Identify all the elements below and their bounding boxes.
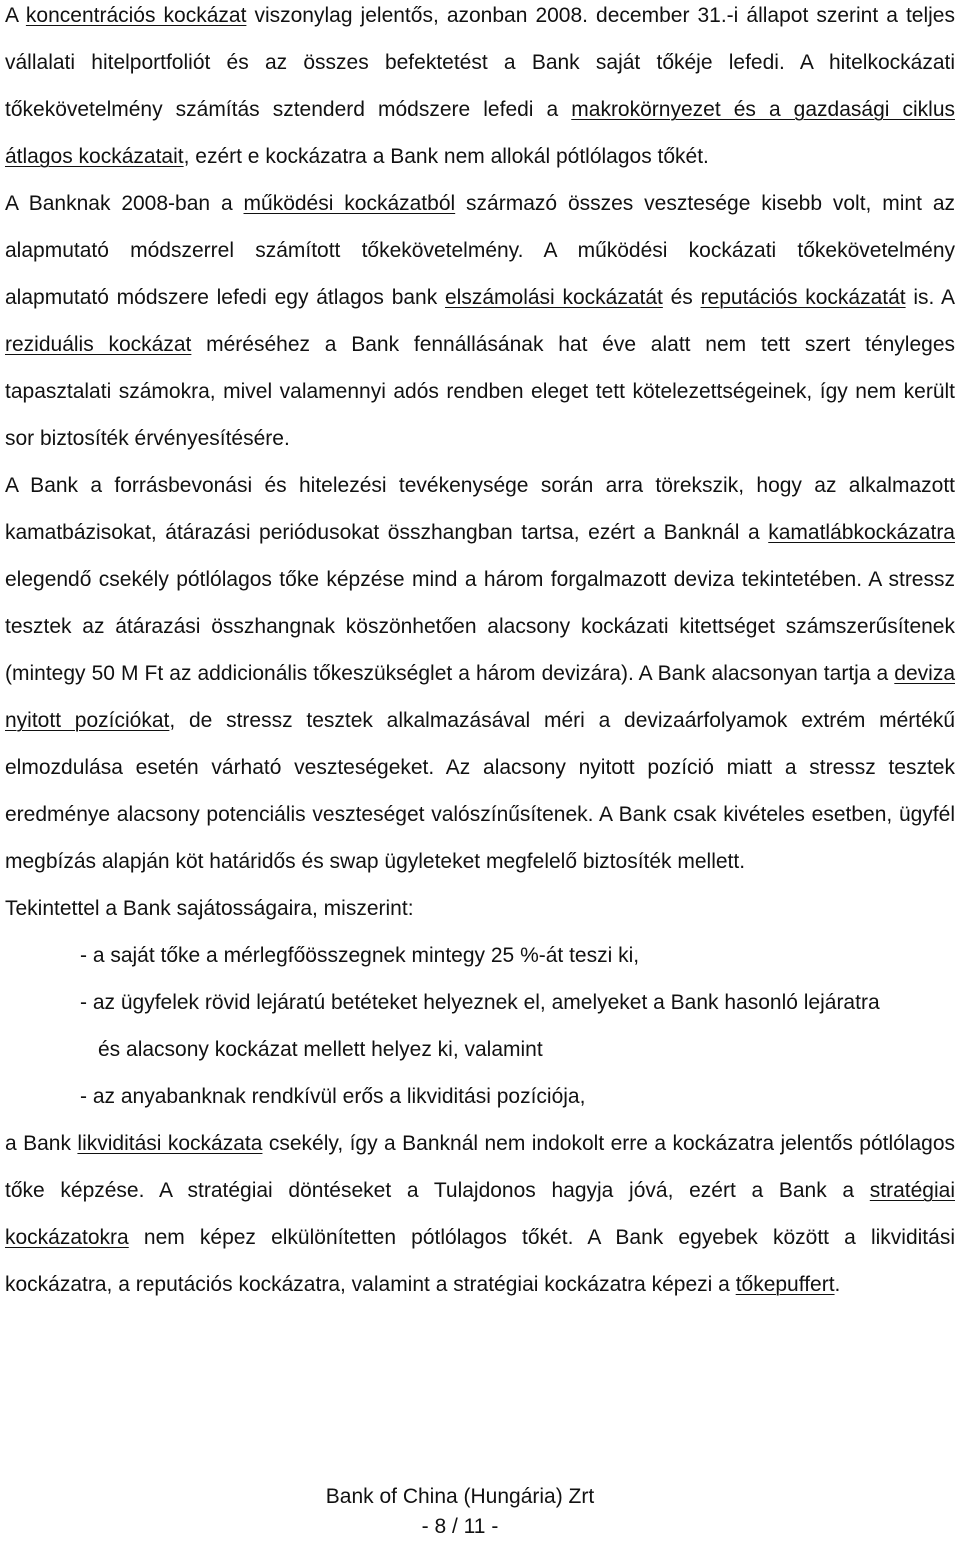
paragraph-intro: Tekintettel a Bank sajátosságaira, miszerint: [5, 897, 414, 920]
term-liquidity-risk: likviditási kockázata [77, 1132, 263, 1155]
paragraph-concentration-risk [5, 0, 955, 180]
text-run: is. A [905, 286, 955, 309]
paragraph-interest-rate-risk [5, 462, 955, 885]
list-item [5, 1073, 955, 1120]
term-strategic-risk: stratégiai kockázatokra [5, 1179, 955, 1249]
text-run: méréséhez a Bank fennállásának hat éve alatt nem tett szert tényleges tapasztalati számokra, mivel valamennyi adós rendben eleget tett kötelezettségeinek, így nem került sor biztosíték érvényesítésére. [5, 333, 956, 450]
list-item-text: - az ügyfelek rövid lejáratú betéteket helyeznek el, amelyeket a Bank hasonló lejáratra [80, 991, 880, 1014]
term-interest-rate-risk: kamatlábkockázatra [768, 521, 955, 544]
text-run: elegendő csekély pótlólagos tőke képzése mind a három forgalmazott deviza tekintetében. A stressz tesztek az átárazási összhangnak köszönhetően alacsony kockázati kitettséget számszerűsítenek (mintegy 50 M Ft az addicionális tőkeszükséglet a három devizára). A Bank alacsonyan tartja a [5, 568, 955, 685]
list-item [5, 979, 955, 1073]
text-run: származó összes vesztesége kisebb volt, mint az alapmutató módszerrel számított tőkekövetelmény. A működési kockázati tőkekövetelmény alapmutató módszere lefedi egy átlagos bank [5, 192, 955, 309]
list-item-continuation: és alacsony kockázat mellett helyez ki, valamint [98, 1038, 543, 1061]
text-run: a Bank [5, 1132, 78, 1155]
paragraph-liquidity-risk [5, 1120, 955, 1308]
term-macro-environment: makrokörnyezet és a gazdasági ciklus átlagos kockázatait [5, 98, 955, 168]
term-operational-risk: működési kockázatból [243, 192, 456, 215]
text-run: nem képez elkülönítetten pótlólagos tőkét. A Bank egyebek között a likviditási kockázatra, a reputációs kockázatra, valamint a stratégiai kockázatra képezi a [5, 1226, 955, 1296]
text-run: A [5, 4, 26, 27]
term-residual-risk: reziduális kockázat [5, 333, 192, 356]
list-item-text: - a saját tőke a mérlegfőösszegnek mintegy 25 %-át teszi ki, [80, 944, 640, 967]
text-run: A Bank a forrásbevonási és hitelezési tevékenysége során arra törekszik, hogy az alkalmazott kamatbázisokat, átárazási periódusokat összhangban tartsa, ezért a Banknál a [5, 474, 955, 544]
footer-company-name: Bank of China (Hungária) Zrt [325, 1485, 595, 1508]
text-run: , ezért e kockázatra a Bank nem allokál pótlólagos tőkét. [183, 145, 709, 168]
term-reputation-risk: reputációs kockázatát [700, 286, 906, 309]
list-item-text: - az anyabanknak rendkívül erős a likviditási pozíciója, [80, 1085, 586, 1108]
text-run: A Banknak 2008-ban a [5, 192, 244, 215]
footer-page-number: - 8 / 11 - [421, 1515, 499, 1538]
term-fx-open-positions: deviza nyitott pozíciókat [5, 662, 955, 732]
text-run: . [834, 1273, 841, 1296]
term-capital-buffer: tőkepuffert [735, 1273, 835, 1296]
text-run: , de stressz tesztek alkalmazásával méri a devizaárfolyamok extrém mértékű elmozdulása esetén várható veszteségeket. Az alacsony nyitott pozíció miatt a stressz tesztek eredménye alacsony potenciális veszteséget valószínűsítenek. A Bank csak kivételes esetben, ügyfél megbízás alapján köt határidős és swap ügyleteket megfelelő biztosíték mellett. [5, 709, 955, 873]
text-run: csekély, így a Banknál nem indokolt erre a kockázatra jelentős pótlólagos tőke képzése. A stratégiai döntéseket a Tulajdonos hagyja jóvá, ezért a Bank a [5, 1132, 956, 1202]
bank-characteristics-list [5, 932, 955, 1120]
paragraph-operational-risk [5, 180, 955, 462]
term-concentration-risk: koncentrációs kockázat [25, 4, 247, 27]
text-run: és [662, 286, 701, 309]
text-run: viszonylag jelentős, azonban 2008. december 31.-i állapot szerint a teljes vállalati hitelportfoliót és az összes befektetést a Bank saját tőkéje lefedi. A hitelkockázati tőkekövetelmény számítás sztenderd módszere lefedi a [5, 4, 955, 121]
list-item [5, 932, 955, 979]
term-settlement-risk: elszámolási kockázatát [445, 286, 663, 309]
document-body [5, 0, 955, 1308]
